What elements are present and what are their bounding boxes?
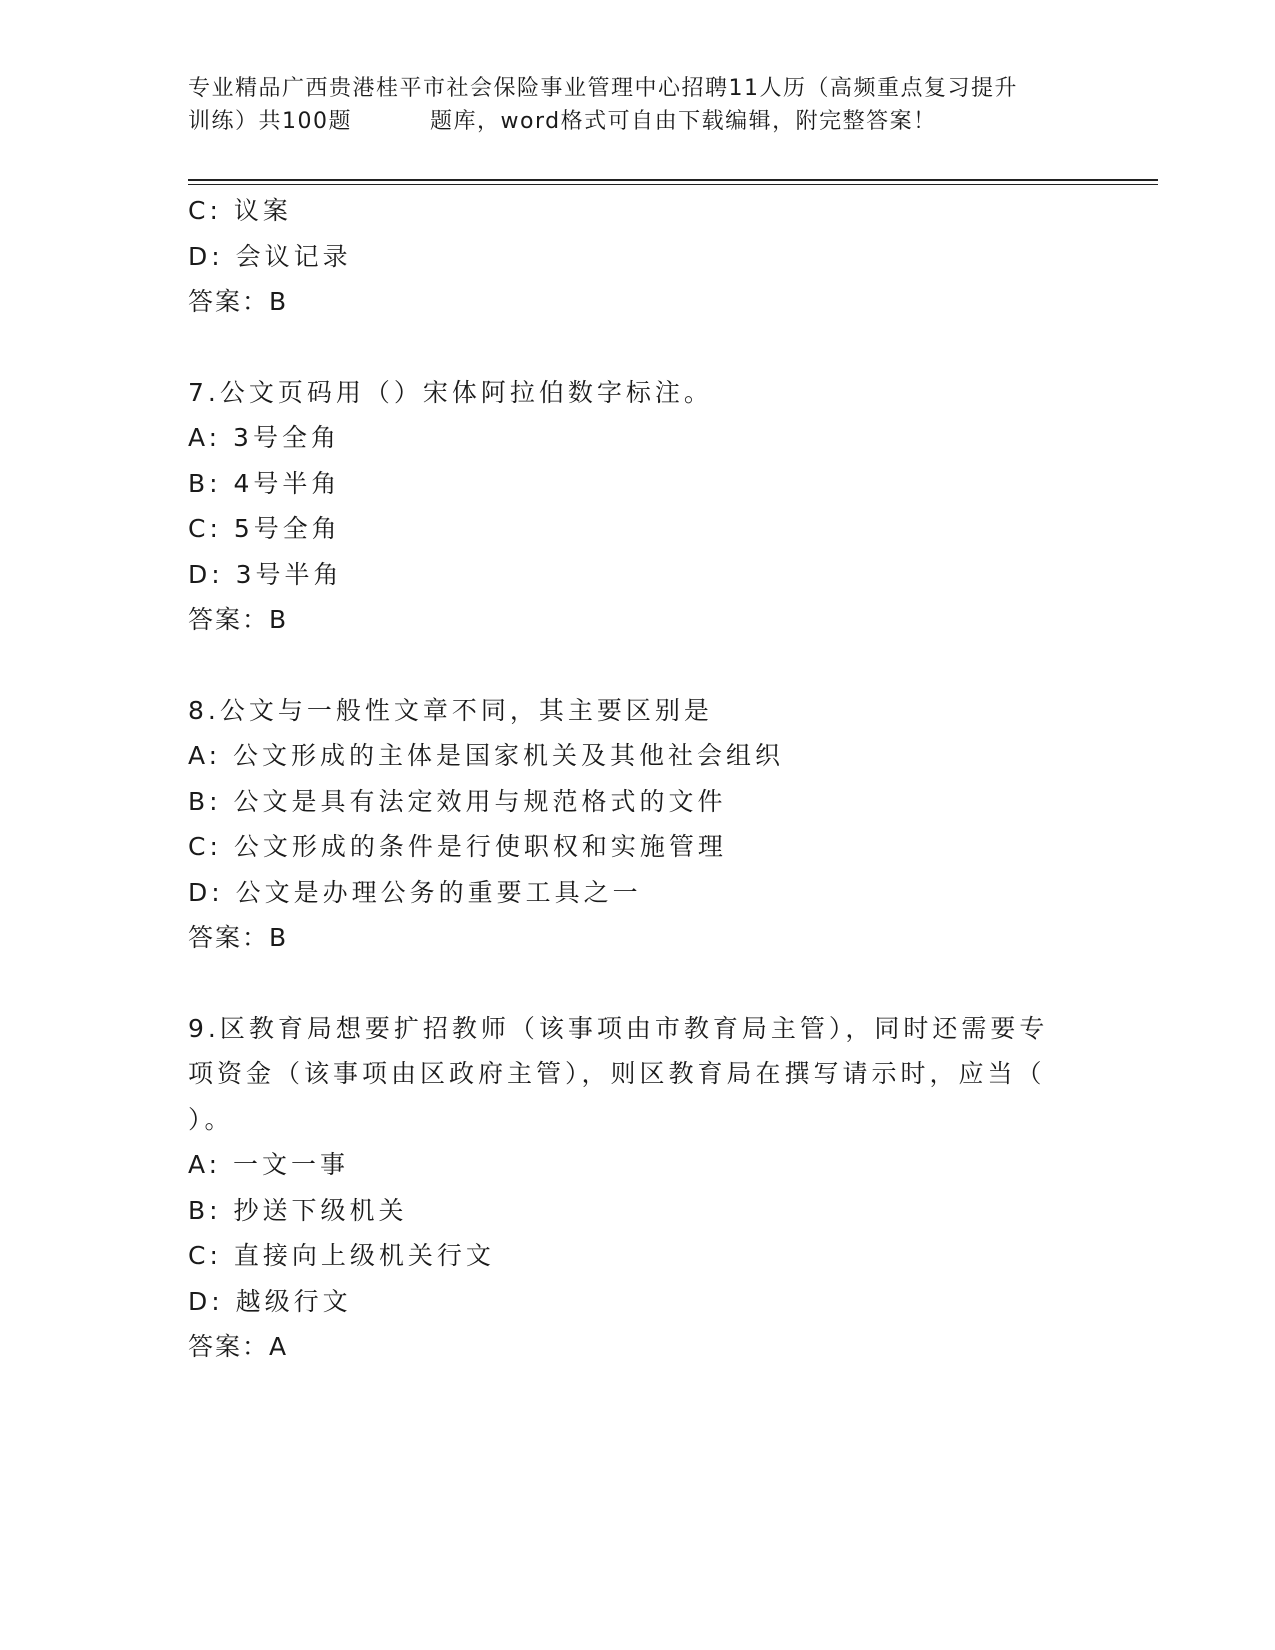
question-9-block (188, 1006, 1088, 1370)
option-d: D: 3号半角 (188, 559, 343, 589)
option-b: B: 抄送下级机关 (188, 1195, 408, 1225)
answer-line: 答案：B (188, 287, 289, 316)
option-b: B: 4号半角 (188, 468, 341, 498)
header-title-part-1: 训练）共100题 (188, 109, 352, 134)
header-title-line-2 (188, 105, 1088, 138)
question-stem-line-3: ）。 (188, 1104, 234, 1134)
option-c: C: 5号全角 (188, 514, 341, 543)
prev-question-block (188, 188, 1088, 325)
option-c: C: 议案 (188, 196, 292, 225)
option-c: C: 公文形成的条件是行使职权和实施管理 (188, 832, 727, 861)
option-b: B: 公文是具有法定效用与规范格式的文件 (188, 786, 727, 816)
option-d: D: 会议记录 (188, 241, 352, 271)
answer-line: 答案：B (188, 605, 289, 634)
question-stem: 8.公文与一般性文章不同，其主要区别是 (188, 695, 713, 725)
document-body (188, 188, 1088, 1370)
header-title-line-1: 专业精品广西贵港桂平市社会保险事业管理中心招聘11人历（高频重点复习提升 (188, 76, 1018, 101)
option-d: D: 公文是办理公务的重要工具之一 (188, 877, 642, 907)
question-8-block (188, 688, 1088, 961)
question-stem-line-2: 项资金（该事项由区政府主管），则区教育局在撰写请示时，应当（ (188, 1059, 1046, 1088)
option-a: A: 3号全角 (188, 423, 340, 452)
header-divider-thick (188, 179, 1158, 181)
header-title-part-2: 题库，word格式可自由下载编辑，附完整答案！ (430, 109, 937, 134)
header-divider-thin (188, 184, 1158, 185)
document-header (188, 72, 1088, 138)
answer-line: 答案：B (188, 923, 289, 952)
option-a: A: 公文形成的主体是国家机关及其他社会组织 (188, 741, 785, 770)
answer-line: 答案：A (188, 1332, 289, 1361)
option-c: C: 直接向上级机关行文 (188, 1241, 495, 1270)
option-d: D: 越级行文 (188, 1286, 352, 1316)
option-a: A: 一文一事 (188, 1150, 350, 1179)
question-stem-line-1: 9.区教育局想要扩招教师（该事项由市教育局主管），同时还需要专 (188, 1013, 1049, 1043)
question-7-block (188, 370, 1088, 643)
question-stem: 7.公文页码用（）宋体阿拉伯数字标注。 (188, 377, 713, 407)
